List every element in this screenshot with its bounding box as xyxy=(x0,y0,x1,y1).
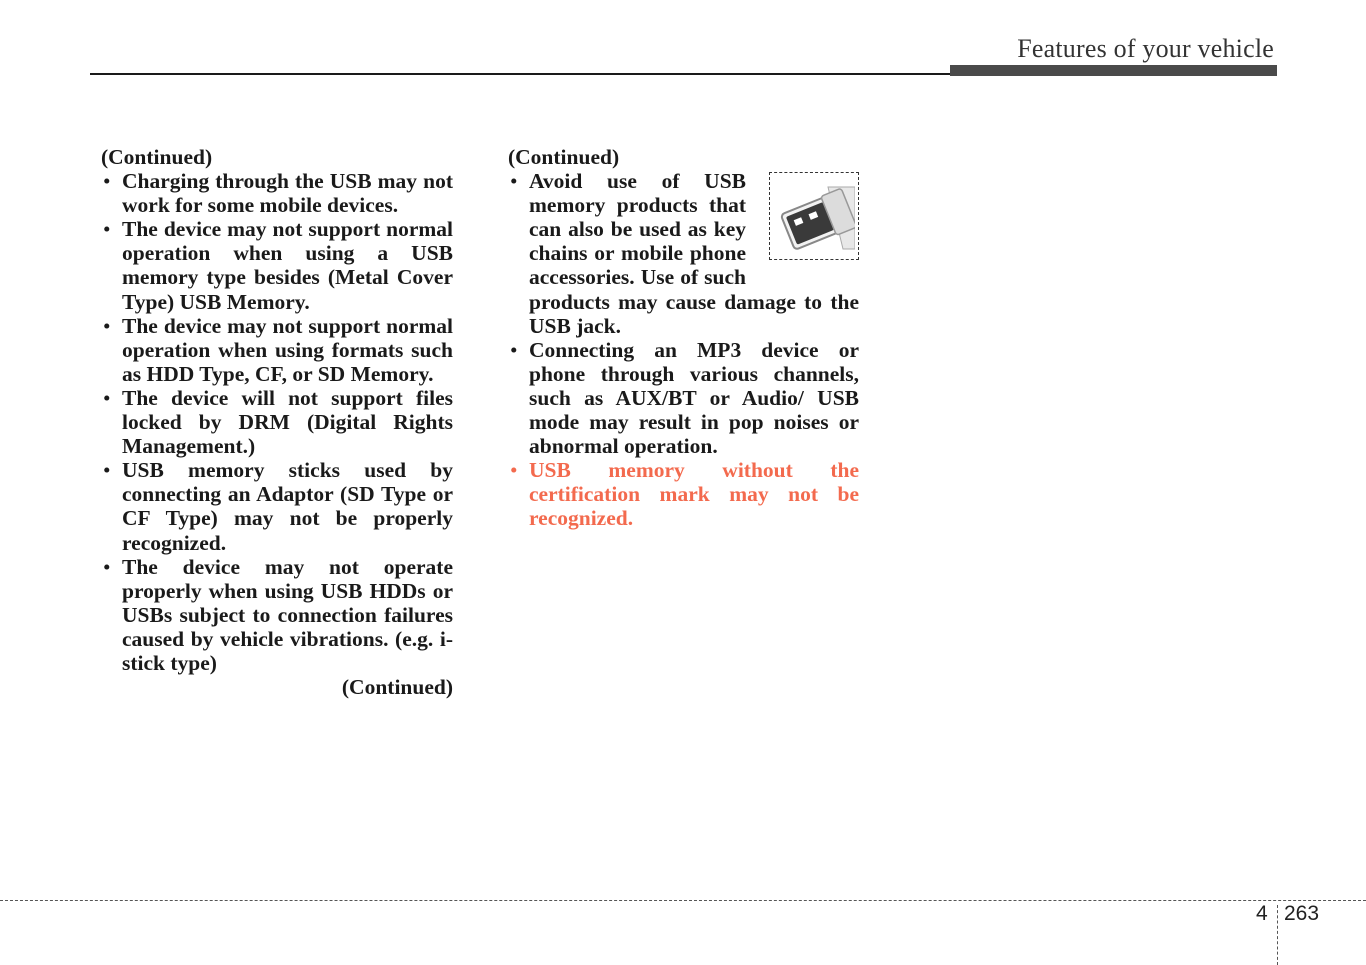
left-column xyxy=(101,145,453,699)
chapter-number: 4 xyxy=(1256,902,1268,925)
right-bullet-list xyxy=(508,169,859,530)
continued-label-top: (Continued) xyxy=(101,145,213,169)
bullet-item: • The device may not operate properly when using USB HDDs or USBs subject to connection failures caused by vehicle vibrations. (e.g. i-stick type) xyxy=(101,555,453,675)
bullet-item: • USB memory sticks used by connecting an Adaptor (SD Type or CF Type) may not be properly recognized. xyxy=(101,458,453,554)
bullet-item: • Connecting an MP3 device or phone through various channels, such as AUX/BT or Audio/ USB mode may result in pop noises or abnormal operation. xyxy=(508,338,859,458)
bullet-item-with-figure xyxy=(508,169,859,338)
header-accent-bar xyxy=(950,65,1277,76)
left-bullet-list xyxy=(101,169,453,675)
continued-label-bottom: (Continued) xyxy=(341,675,453,700)
bullet-item: • The device may not support normal operation when using formats such as HDD Type, CF, or SD Memory. xyxy=(101,314,453,386)
bullet-text: Avoid use of USB memory products that can also be used as key chains or mobile phone accessories. Use of such products may cause damage to the USB jack. xyxy=(529,169,859,338)
header-rule xyxy=(90,73,950,75)
bullet-item: • The device will not support files locked by DRM (Digital Rights Management.) xyxy=(101,386,453,458)
right-column xyxy=(508,145,859,531)
bullet-item: • The device may not support normal operation when using a USB memory type besides (Metal Cover Type) USB Memory. xyxy=(101,217,453,313)
usb-keychain-icon xyxy=(769,172,859,260)
page-number-divider xyxy=(1277,905,1278,965)
bullet-item: • Charging through the USB may not work for some mobile devices. xyxy=(101,169,453,217)
continued-label-top: (Continued) xyxy=(508,145,620,169)
footer-dashed-rule xyxy=(0,900,1366,901)
page-header-title: Features of your vehicle xyxy=(1017,34,1274,63)
page-number: 263 xyxy=(1284,902,1320,925)
warning-bullet-item: • USB memory without the certification mark may not be recognized. xyxy=(508,458,859,530)
